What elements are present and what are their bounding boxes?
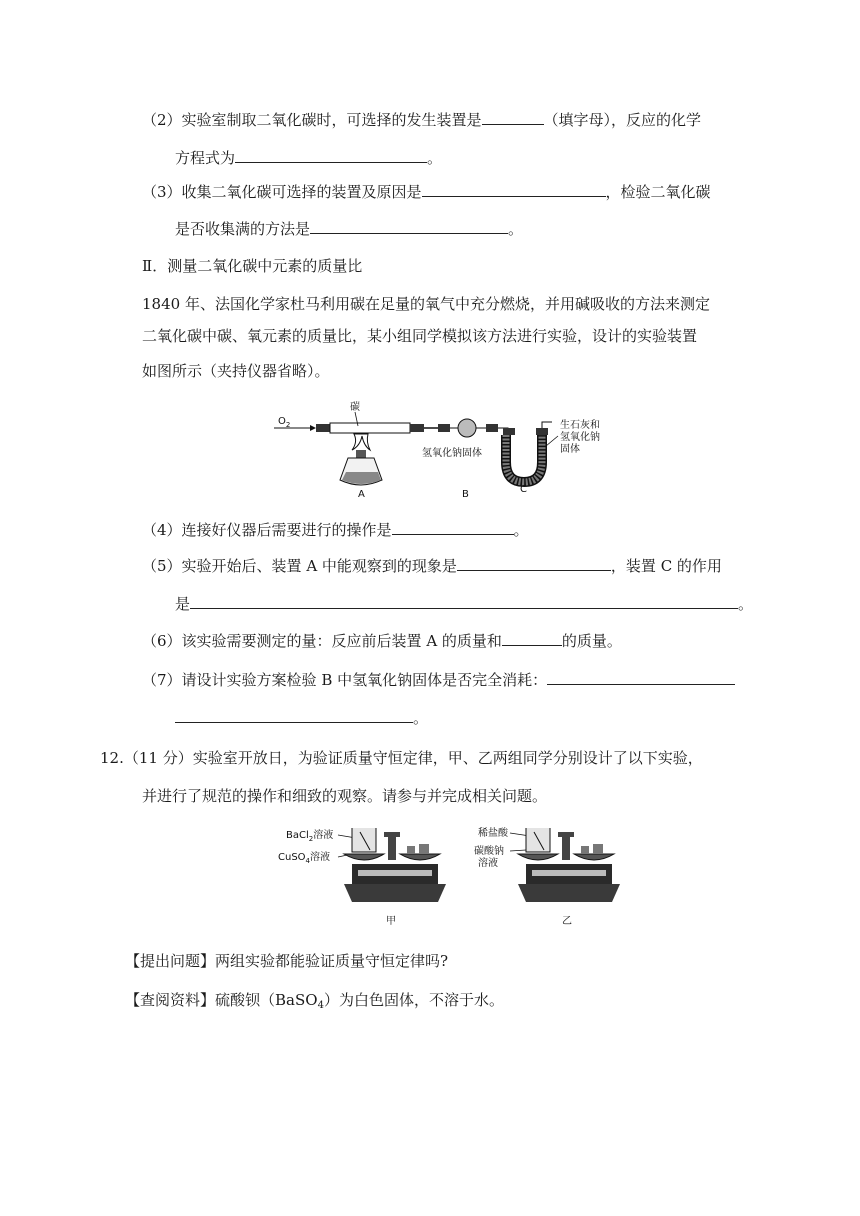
- q3-text-2: ，检验二氧化碳: [605, 183, 711, 201]
- hcl-label: 稀盐酸: [478, 828, 508, 839]
- q12-line2: 并进行了规范的操作和细致的观察。请参与并完成相关问题。: [142, 787, 548, 805]
- lamp-wick-holder: [356, 450, 366, 458]
- q3-blank-reason[interactable]: [422, 182, 606, 197]
- q7-line2: [175, 708, 428, 728]
- section2-heading: Ⅱ．测量二氧化碳中元素的质量比: [142, 257, 363, 275]
- q5-text-3: 是: [175, 595, 191, 613]
- na2co3-label-1: 碳酸钠: [474, 846, 504, 857]
- stopper-right: [410, 424, 424, 432]
- balance-jia: [278, 828, 446, 927]
- reference-text-1: 硫酸钡（BaSO: [215, 991, 318, 1009]
- apparatus-diagram: [270, 400, 620, 500]
- balance-yi: [474, 826, 620, 927]
- lime-label-3: 固体: [560, 444, 580, 455]
- stopper-left: [316, 424, 330, 432]
- q4-blank[interactable]: [392, 520, 514, 535]
- naoh-label: 氢氧化钠固体: [422, 448, 482, 459]
- reference-subscript: 4: [317, 1000, 324, 1011]
- q7-line1: [142, 670, 735, 690]
- q2-line2: [175, 148, 442, 168]
- q2-blank-equation[interactable]: [235, 148, 427, 163]
- cuso4-label: CuSO$_4$溶液: [278, 852, 331, 865]
- q4-line: [142, 520, 529, 540]
- balance-figure: [272, 822, 622, 932]
- q3-text-4: 。: [508, 220, 524, 238]
- q5-blank-phenomenon[interactable]: [457, 556, 611, 571]
- q3-text-3: 是否收集满的方法是: [175, 220, 311, 238]
- balance-yi-base: [518, 884, 620, 902]
- label-yi: 乙: [562, 916, 572, 927]
- balance-jia-base: [344, 884, 446, 902]
- reference-line: [125, 990, 504, 1016]
- lime-label-2: 氢氧化钠: [560, 432, 600, 443]
- q6-blank[interactable]: [502, 631, 562, 646]
- balance-diagram: [272, 822, 622, 932]
- q2-line1: [142, 110, 701, 130]
- apparatus-figure: [270, 400, 620, 500]
- q7-text-2: 。: [413, 709, 429, 727]
- q12-line1: 12.（11 分）实验室开放日，为验证质量守恒定律，甲、乙两组同学分别设计了以下实验，: [100, 749, 703, 767]
- question-label: 【提出问题】: [125, 952, 216, 970]
- carbon-label: 碳: [350, 402, 360, 413]
- reference-label: 【查阅资料】: [125, 991, 216, 1009]
- label-c: C: [520, 484, 527, 495]
- section2-para-line3: 如图所示（夹持仪器省略）。: [142, 362, 330, 380]
- q7-blank-1[interactable]: [547, 670, 735, 685]
- label-b: B: [462, 489, 469, 500]
- q5-blank-function[interactable]: [190, 594, 738, 609]
- lime-label-1: 生石灰和: [560, 420, 600, 431]
- label-a: A: [358, 489, 365, 500]
- q6-text-2: 的质量。: [561, 632, 622, 650]
- q2-blank-device[interactable]: [482, 110, 544, 125]
- q2-text-4: 。: [427, 149, 443, 167]
- label-jia: 甲: [386, 916, 396, 927]
- combustion-tube: [330, 423, 410, 433]
- q7-text: （7）请设计实验方案检验 B 中氢氧化钠固体是否完全消耗：: [142, 671, 548, 689]
- q3-text: （3）收集二氧化碳可选择的装置及原因是: [142, 183, 422, 201]
- q5-text: （5）实验开始后、装置 A 中能观察到的现象是: [142, 557, 457, 575]
- na2co3-label-2: 溶液: [478, 858, 498, 869]
- q5-text-2: ，装置 C 的作用: [610, 557, 722, 575]
- reference-text-2: ）为白色固体，不溶于水。: [323, 991, 504, 1009]
- bacl2-label: BaCl$_2$溶液: [286, 830, 334, 843]
- drying-bulb: [458, 419, 476, 437]
- q5-line2: [175, 594, 753, 614]
- o2-label: $O_2$: [278, 416, 291, 429]
- q3-line1: [142, 182, 711, 202]
- q3-line2: [175, 219, 523, 239]
- question-line: [125, 951, 448, 971]
- q3-blank-method[interactable]: [310, 219, 508, 234]
- q5-text-4: 。: [738, 595, 754, 613]
- flame: [352, 434, 370, 450]
- q2-text-3: 方程式为: [175, 149, 236, 167]
- q5-line1: [142, 556, 722, 576]
- q4-text: （4）连接好仪器后需要进行的操作是: [142, 521, 392, 539]
- section2-para-line2: 二氧化碳中碳、氧元素的质量比，某小组同学模拟该方法进行实验，设计的实验装置: [142, 327, 698, 345]
- question-text: 两组实验都能验证质量守恒定律吗?: [215, 952, 449, 970]
- q2-text-2: （填字母），反应的化学: [543, 111, 702, 129]
- q7-blank-2[interactable]: [175, 708, 413, 723]
- q2-text: （2）实验室制取二氧化碳时，可选择的发生装置是: [142, 111, 482, 129]
- section2-para-line1: 1840 年、法国化学家杜马利用碳在足量的氧气中充分燃烧，并用碱吸收的方法来测定: [142, 295, 710, 313]
- q4-text-2: 。: [513, 521, 529, 539]
- q6-text: （6）该实验需要测定的量：反应前后装置 A 的质量和: [142, 632, 502, 650]
- q6-line: [142, 631, 622, 651]
